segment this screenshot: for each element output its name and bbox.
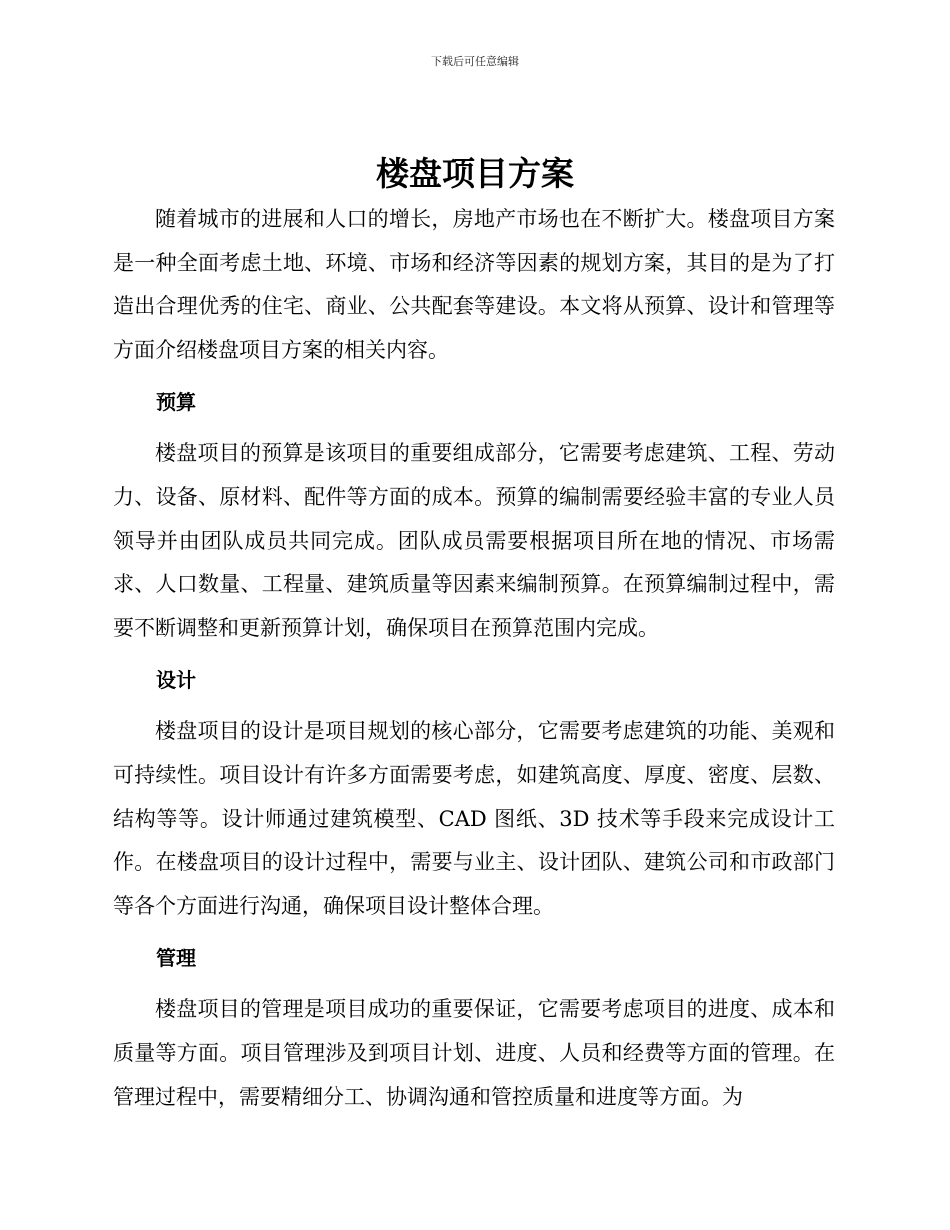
section-paragraph-management: 楼盘项目的管理是项目成功的重要保证，它需要考虑项目的进度、成本和质量等方面。项目管理涉及到项目计划、进度、人员和经费等方面的管理。在管理过程中，需要精细分工、协调沟通和管控质量和进度等方面。为 [113,997,835,1109]
document-title: 楼盘项目方案 [376,154,574,193]
intro-paragraph: 随着城市的进展和人口的增长，房地产市场也在不断扩大。楼盘项目方案是一种全面考虑土地、环境、市场和经济等因素的规划方案，其目的是为了打造出合理优秀的住宅、商业、公共配套等建设。本文将从预算、设计和管理等方面介绍楼盘项目方案的相关内容。 [113,207,835,362]
section-heading-management: 管理 [156,946,196,971]
page-header: 下载后可任意编辑 [431,55,519,68]
document-body [113,198,835,1119]
section-heading-budget: 预算 [156,390,196,415]
section-paragraph-budget: 楼盘项目的预算是该项目的重要组成部分，它需要考虑建筑、工程、劳动力、设备、原材料、配件等方面的成本。预算的编制需要经验丰富的专业人员领导并由团队成员共同完成。团队成员需要根据项目所在地的情况、市场需求、人口数量、工程量、建筑质量等因素来编制预算。在预算编制过程中，需要不断调整和更新预算计划，确保项目在预算范围内完成。 [113,441,835,640]
section-paragraph-design: 楼盘项目的设计是项目规划的核心部分，它需要考虑建筑的功能、美观和可持续性。项目设计有许多方面需要考虑，如建筑高度、厚度、密度、层数、结构等等。设计师通过建筑模型、CAD 图纸、3D 技术等手段来完成设计工作。在楼盘项目的设计过程中，需要与业主、设计团队、建筑公司和市政部门等各个方面进行沟通，确保项目设计整体合理。 [113,719,835,918]
section-heading-design: 设计 [156,668,196,693]
